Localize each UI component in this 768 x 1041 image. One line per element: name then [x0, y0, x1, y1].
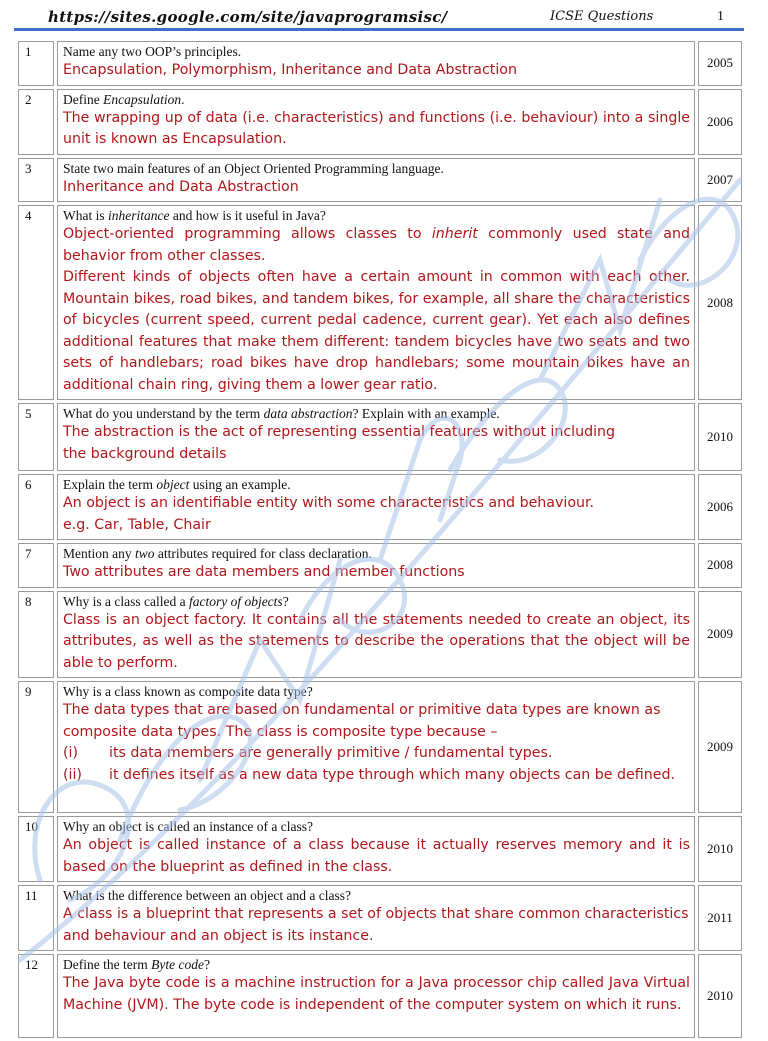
question-number: 5: [18, 403, 54, 471]
question-text: Why an object is called an instance of a class?: [63, 819, 314, 834]
question-row-2: [18, 89, 742, 155]
question-text: Define the term Byte code?: [63, 957, 210, 972]
question-cell: [57, 41, 695, 86]
question-text: What is inheritance and how is it useful in Java?: [63, 208, 326, 223]
question-text: What is the difference between an object and a class?: [63, 888, 351, 903]
question-cell: [57, 816, 695, 882]
questions-table: [15, 38, 745, 1041]
question-row-3: [18, 158, 742, 203]
answer-text: An object is called instance of a class because it actually reserves memory and it is based on the blueprint as defined in the class.: [63, 837, 690, 875]
question-cell: [57, 591, 695, 679]
answer-text: The data types that are based on fundamental or primitive data types are known as composite data types. The class is composite type because –: [63, 702, 661, 740]
question-cell: [57, 681, 695, 813]
year-cell: 2005: [698, 41, 742, 86]
question-number: 2: [18, 89, 54, 155]
question-text: What do you understand by the term data abstraction? Explain with an example.: [63, 406, 500, 421]
answer-text: The abstraction is the act of representing essential features without including the background details: [63, 424, 616, 462]
year-cell: 2011: [698, 885, 742, 951]
question-number: 12: [18, 954, 54, 1038]
question-row-9: [18, 681, 742, 813]
question-row-11: [18, 885, 742, 951]
question-text: State two main features of an Object Oriented Programming language.: [63, 160, 444, 176]
question-text: Why is a class known as composite data type?: [63, 684, 313, 699]
header-title: ICSE Questions: [550, 9, 654, 24]
subpoint-text: its data members are generally primitive / fundamental types.: [109, 745, 553, 761]
question-cell: [57, 205, 695, 400]
question-number: 3: [18, 158, 54, 203]
year-cell: 2010: [698, 954, 742, 1038]
answer-subpoint: [63, 743, 690, 765]
year-cell: 2009: [698, 681, 742, 813]
year-cell: 2008: [698, 543, 742, 588]
page-number: 1: [717, 9, 724, 24]
year-cell: 2010: [698, 816, 742, 882]
subpoint-marker: (i): [63, 745, 79, 761]
year-cell: 2007: [698, 158, 742, 203]
answer-text: Inheritance and Data Abstraction: [63, 178, 299, 195]
question-row-12: [18, 954, 742, 1038]
answer-text: e.g. Car, Table, Chair: [63, 516, 211, 533]
question-cell: [57, 158, 695, 203]
question-number: 1: [18, 41, 54, 86]
page-header: [14, 4, 744, 31]
answer-text: Two attributes are data members and member functions: [63, 564, 465, 580]
question-cell: [57, 885, 695, 951]
answer-text: An object is an identifiable entity with some characteristics and behaviour.: [63, 495, 595, 511]
question-row-1: [18, 41, 742, 86]
answer-text: Different kinds of objects often have a certain amount in common with each other. Mountain bikes, road bikes, and tandem bikes, for example, all share the characteristics of bicycles (current speed, current pedal cadence, current gear). Yet each also defines additional features that make them different: tandem bicycles have two seats and two sets of handlebars; road bikes have drop handlebars; some mountain bikes have an additional chain ring, giving them a lower gear ratio.: [63, 269, 690, 393]
question-text: Mention any two attributes required for class declaration.: [63, 546, 372, 561]
header-url[interactable]: https://sites.google.com/site/javaprogramsisc/: [48, 8, 448, 26]
year-cell: 2006: [698, 474, 742, 540]
year-cell: 2008: [698, 205, 742, 400]
answer-subpoint: [63, 765, 690, 787]
question-row-10: [18, 816, 742, 882]
question-row-5: [18, 403, 742, 471]
question-row-4: [18, 205, 742, 400]
question-number: 11: [18, 885, 54, 951]
question-number: 6: [18, 474, 54, 540]
year-cell: 2010: [698, 403, 742, 471]
question-row-7: [18, 543, 742, 588]
question-number: 10: [18, 816, 54, 882]
question-cell: [57, 403, 695, 471]
question-text: Why is a class called a factory of objects?: [63, 593, 289, 609]
year-cell: 2006: [698, 89, 742, 155]
question-row-8: [18, 591, 742, 679]
subpoint-marker: (ii): [63, 766, 82, 783]
question-number: 4: [18, 205, 54, 400]
answer-text: The wrapping up of data (i.e. characteristics) and functions (i.e. behaviour) into a single unit is known as Encapsulation.: [63, 109, 690, 147]
question-row-6: [18, 474, 742, 540]
answer-text: Object-oriented programming allows classes to inherit commonly used state and behavior from other classes.: [63, 226, 690, 264]
answer-text: Class is an object factory. It contains all the statements needed to create an object, its attributes, as well as the statements to describe the operations that the object will be able to perform.: [63, 611, 690, 671]
question-cell: [57, 954, 695, 1038]
question-number: 8: [18, 591, 54, 679]
subpoint-text: it defines itself as a new data type through which many objects can be defined.: [109, 766, 675, 783]
question-text: Name any two OOP’s principles.: [63, 44, 242, 59]
question-number: 9: [18, 681, 54, 813]
question-cell: [57, 89, 695, 155]
answer-text: A class is a blueprint that represents a set of objects that share common characteristics and behaviour and an object is its instance.: [63, 906, 689, 944]
question-cell: [57, 543, 695, 588]
question-text: Explain the term object using an example.: [63, 477, 291, 492]
year-cell: 2009: [698, 591, 742, 679]
question-text: Define Encapsulation.: [63, 91, 185, 107]
question-cell: [57, 474, 695, 540]
question-number: 7: [18, 543, 54, 588]
answer-text: Encapsulation, Polymorphism, Inheritance and Data Abstraction: [63, 62, 517, 78]
answer-text: The Java byte code is a machine instruction for a Java processor chip called Java Virtual Machine (JVM). The byte code is independent of the computer system on which it runs.: [63, 975, 690, 1013]
